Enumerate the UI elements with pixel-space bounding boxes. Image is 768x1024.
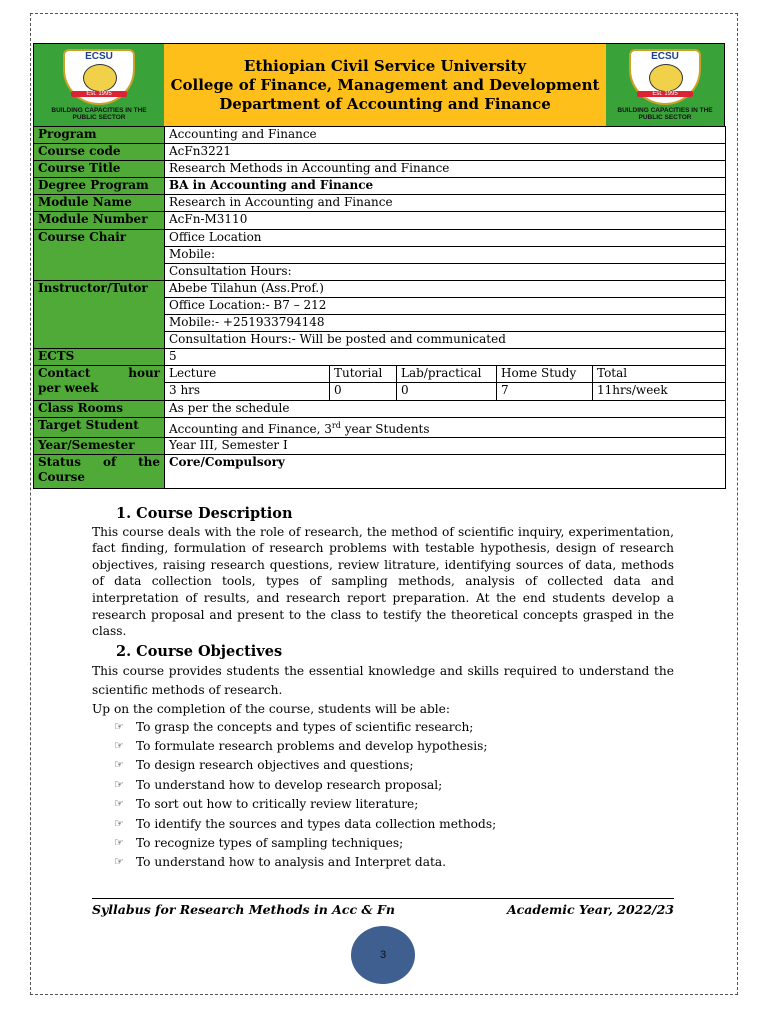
instructor-name: Abebe Tilahun (Ass.Prof.) <box>165 280 726 297</box>
pointing-hand-icon: ☞ <box>114 758 124 772</box>
module-number-value: AcFn-M3110 <box>165 212 726 229</box>
pointing-hand-icon: ☞ <box>114 816 124 830</box>
year-semester-value: Year III, Semester I <box>165 437 726 454</box>
footer-divider <box>92 898 674 899</box>
left-logo-cell <box>34 44 164 126</box>
target-student-value <box>165 417 726 437</box>
pointing-hand-icon: ☞ <box>114 777 124 791</box>
ecsu-logo-left <box>53 47 145 123</box>
contact-value-home-study: 7 <box>497 383 593 400</box>
table-row <box>34 212 726 229</box>
instructor-label: Instructor/Tutor <box>34 280 165 348</box>
status-value: Core/Compulsory <box>165 454 726 488</box>
table-row <box>34 417 726 437</box>
page-number: 3 <box>351 926 415 984</box>
contact-header-home-study: Home Study <box>497 366 593 383</box>
target-sup: rd <box>331 420 341 430</box>
contact-label-word: Contact <box>38 366 91 381</box>
program-value: Accounting and Finance <box>165 127 726 144</box>
footer-left: Syllabus for Research Methods in Acc & Fn <box>92 902 396 917</box>
course-code-label: Course code <box>34 144 165 161</box>
status-label <box>34 454 165 488</box>
pointing-hand-icon: ☞ <box>114 797 124 811</box>
list-item-text: To grasp the concepts and types of scientific research; <box>136 719 474 734</box>
course-objectives-section <box>92 644 674 872</box>
emblem-icon <box>83 64 117 92</box>
ects-label: ECTS <box>34 349 165 366</box>
list-item-text: To understand how to develop research proposal; <box>136 777 443 792</box>
course-chair-label: Course Chair <box>34 229 165 280</box>
contact-value-lecture: 3 hrs <box>165 383 330 400</box>
footer <box>92 902 674 917</box>
status-label-word: the <box>138 454 160 469</box>
target-student-label: Target Student <box>34 417 165 437</box>
pointing-hand-icon: ☞ <box>114 719 124 733</box>
module-number-label: Module Number <box>34 212 165 229</box>
module-name-value: Research in Accounting and Finance <box>165 195 726 212</box>
list-item <box>92 853 674 872</box>
instructor-mobile: Mobile:- +251933794148 <box>165 315 726 332</box>
contact-header-lecture: Lecture <box>165 366 330 383</box>
instructor-office: Office Location:- B7 – 212 <box>165 297 726 314</box>
course-title-label: Course Title <box>34 161 165 178</box>
chair-mobile: Mobile: <box>165 246 726 263</box>
status-label-word: Course <box>38 469 85 484</box>
table-row <box>34 437 726 454</box>
list-item <box>92 756 674 775</box>
module-name-label: Module Name <box>34 195 165 212</box>
right-logo-cell <box>606 44 724 126</box>
contact-header-total: Total <box>593 366 726 383</box>
pointing-hand-icon: ☞ <box>114 835 124 849</box>
objectives-intro: This course provides students the essential knowledge and skills required to understand the scientific methods of research. <box>92 663 674 697</box>
list-item-text: To identify the sources and types data collection methods; <box>136 816 497 831</box>
course-info-table <box>33 126 726 489</box>
section-heading: 2. Course Objectives <box>116 643 283 660</box>
list-item <box>92 834 674 853</box>
logo-text: ECSU <box>85 51 113 62</box>
list-item <box>92 775 674 794</box>
contact-label-word: hour <box>128 366 160 381</box>
emblem-icon <box>649 64 683 92</box>
logo-text: ECSU <box>651 51 679 62</box>
course-code-value: AcFn3221 <box>165 144 726 161</box>
chair-office: Office Location <box>165 229 726 246</box>
year-semester-label: Year/Semester <box>34 437 165 454</box>
table-row <box>34 161 726 178</box>
list-item <box>92 814 674 833</box>
degree-program-value: BA in Accounting and Finance <box>165 178 726 195</box>
course-title-value: Research Methods in Accounting and Finance <box>165 161 726 178</box>
department-name: Department of Accounting and Finance <box>219 94 551 113</box>
table-row <box>34 349 726 366</box>
target-text: year Students <box>340 421 430 436</box>
chair-hours: Consultation Hours: <box>165 263 726 280</box>
list-item-text: To design research objectives and questions; <box>136 758 414 773</box>
course-description-section <box>92 506 674 640</box>
list-item-text: To formulate research problems and develop hypothesis; <box>136 738 488 753</box>
university-name: Ethiopian Civil Service University <box>243 56 527 75</box>
list-item-text: To understand how to analysis and Interpret data. <box>136 855 447 870</box>
list-item <box>92 795 674 814</box>
ects-value: 5 <box>165 349 726 366</box>
target-text: Accounting and Finance, 3 <box>169 421 332 436</box>
contact-header-lab: Lab/practical <box>397 366 497 383</box>
table-row <box>34 178 726 195</box>
logo-est: Est. 1995 <box>637 91 693 97</box>
table-row <box>34 144 726 161</box>
contact-label-word: per week <box>38 381 99 396</box>
title-cell <box>164 44 606 126</box>
objectives-lead: Up on the completion of the course, students will be able: <box>92 701 451 716</box>
degree-program-label: Degree Program <box>34 178 165 195</box>
footer-right: Academic Year, 2022/23 <box>506 902 674 917</box>
class-rooms-value: As per the schedule <box>165 400 726 417</box>
table-row <box>34 366 726 383</box>
logo-est: Est. 1995 <box>71 91 127 97</box>
contact-hour-label <box>34 366 165 400</box>
logo-tagline: BUILDING CAPACITIES IN THE PUBLIC SECTOR <box>617 107 713 121</box>
instructor-hours: Consultation Hours:- Will be posted and communicated <box>165 332 726 349</box>
list-item <box>92 717 674 736</box>
program-label: Program <box>34 127 165 144</box>
table-row <box>34 280 726 297</box>
list-item <box>92 737 674 756</box>
list-item-text: To sort out how to critically review literature; <box>136 797 419 812</box>
pointing-hand-icon: ☞ <box>114 855 124 869</box>
ecsu-logo-right <box>619 47 711 123</box>
logo-tagline: BUILDING CAPACITIES IN THE PUBLIC SECTOR <box>51 107 147 121</box>
pointing-hand-icon: ☞ <box>114 738 124 752</box>
contact-header-tutorial: Tutorial <box>330 366 397 383</box>
course-description-text: This course deals with the role of research, the method of scientific inquiry, experimentation, fact finding, formulation of research problems with testable hypothesis, design of research objectives, raising research questions, review litrature, identifying sources of data, methods of data collection tools, types of sampling methods, analysis of collected data and interpretation of results, and research report preparation. At the end students develop a research proposal and present to the class to testify the theoretical concepts grasped in the class. <box>92 524 674 639</box>
objectives-list <box>92 717 674 872</box>
table-row <box>34 127 726 144</box>
section-heading: 1. Course Description <box>116 505 293 522</box>
contact-value-tutorial: 0 <box>330 383 397 400</box>
header-banner <box>33 43 725 127</box>
contact-value-total: 11hrs/week <box>593 383 726 400</box>
table-row <box>34 454 726 488</box>
table-row <box>34 195 726 212</box>
status-label-word: of <box>102 454 117 469</box>
contact-value-lab: 0 <box>397 383 497 400</box>
status-label-word: Status <box>38 454 82 469</box>
table-row <box>34 229 726 246</box>
class-rooms-label: Class Rooms <box>34 400 165 417</box>
table-row <box>34 400 726 417</box>
college-name: College of Finance, Management and Development <box>170 75 600 94</box>
list-item-text: To recognize types of sampling techniques; <box>136 835 404 850</box>
